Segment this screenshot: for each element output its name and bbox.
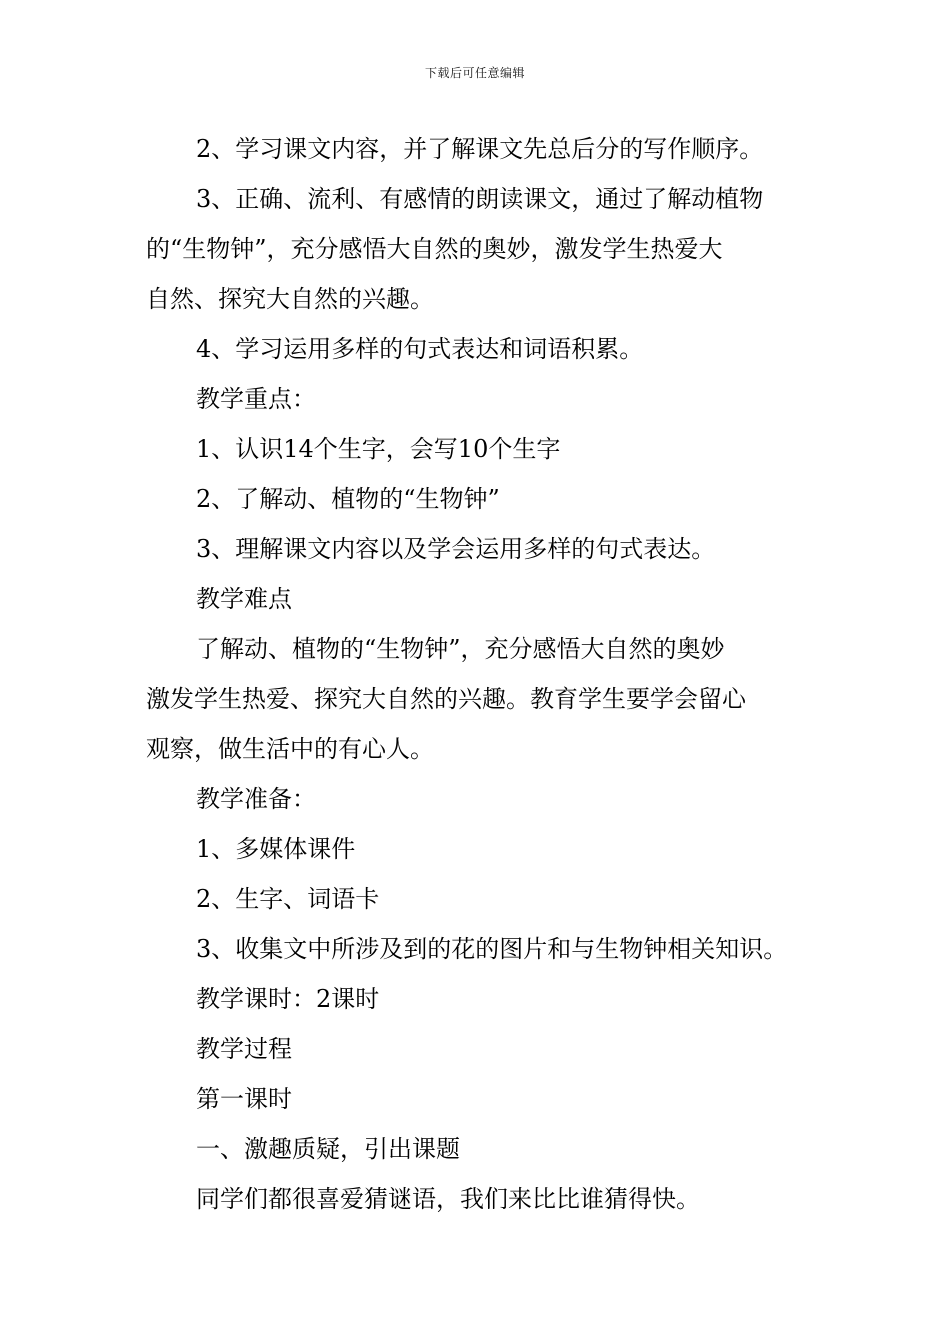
section-heading: 教学重点： — [196, 385, 316, 413]
paragraph-line: 观察，做生活中的有心人。 — [146, 735, 434, 763]
paragraph-line: 1、多媒体课件 — [196, 835, 356, 863]
section-heading: 教学过程 — [196, 1035, 292, 1063]
paragraph-line: 2、生字、词语卡 — [196, 885, 380, 913]
paragraph-line: 自然、探究大自然的兴趣。 — [146, 285, 434, 313]
paragraph-line: 的“生物钟”，充分感悟大自然的奥妙，激发学生热爱大 — [146, 235, 723, 263]
paragraph-line: 了解动、植物的“生物钟”，充分感悟大自然的奥妙 — [196, 635, 725, 663]
paragraph-line: 3、正确、流利、有感情的朗读课文，通过了解动植物 — [196, 185, 764, 213]
section-heading: 第一课时 — [196, 1085, 292, 1113]
paragraph-line: 1、认识14个生字，会写10个生字 — [196, 435, 561, 463]
section-heading: 一、激趣质疑，引出课题 — [196, 1135, 460, 1163]
section-heading: 教学准备： — [196, 785, 316, 813]
paragraph-line: 激发学生热爱、探究大自然的兴趣。教育学生要学会留心 — [146, 685, 746, 713]
paragraph-line: 4、学习运用多样的句式表达和词语积累。 — [196, 335, 644, 363]
paragraph-line: 3、收集文中所涉及到的花的图片和与生物钟相关知识。 — [196, 935, 788, 963]
page-header: 下载后可任意编辑 — [424, 66, 525, 80]
paragraph-line: 2、了解动、植物的“生物钟” — [196, 485, 500, 513]
paragraph-line: 2、学习课文内容，并了解课文先总后分的写作顺序。 — [196, 135, 764, 163]
section-heading: 教学难点 — [196, 585, 292, 613]
paragraph-line: 3、理解课文内容以及学会运用多样的句式表达。 — [196, 535, 716, 563]
document-body — [146, 124, 810, 1224]
paragraph-line: 教学课时：2课时 — [196, 985, 380, 1013]
paragraph-line: 同学们都很喜爱猜谜语，我们来比比谁猜得快。 — [196, 1185, 700, 1213]
